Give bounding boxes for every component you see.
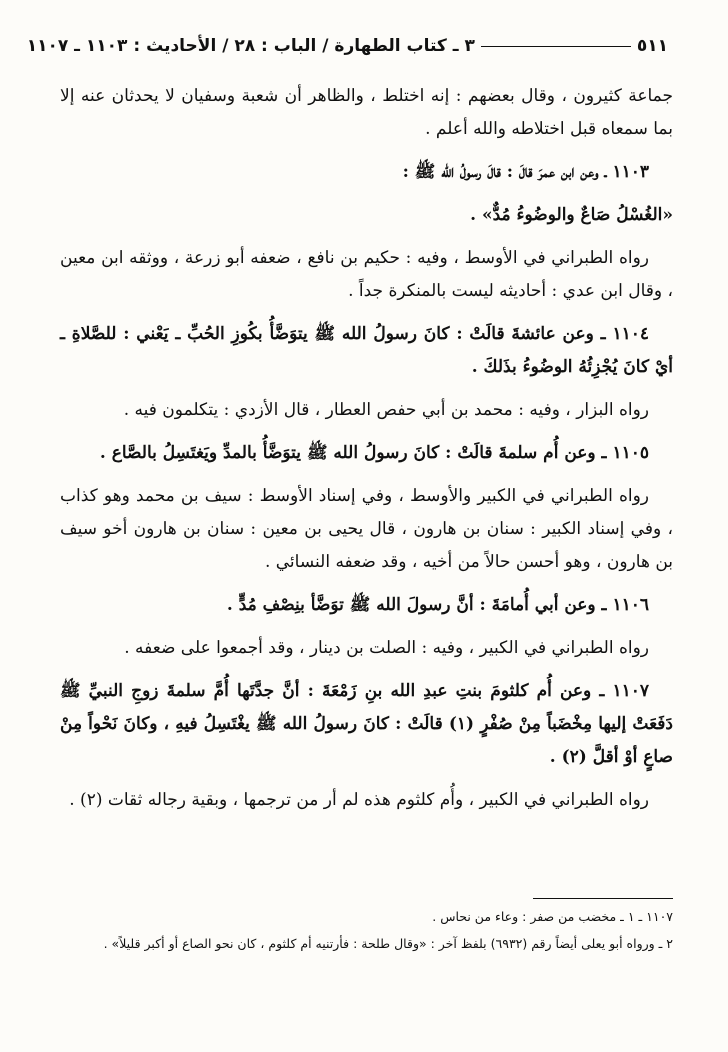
footnote-1: ١١٠٧ ـ ١ ـ مخضب من صفر : وعاء من نحاس . — [432, 909, 673, 924]
hadith-1106: ١١٠٦ ـ وعن أبي أُمامَةَ : أنَّ رسولَ الله ﷺ توَضَّأ بنِصْفِ مُدٍّ . — [226, 595, 649, 615]
hadith-1105: ١١٠٥ ـ وعن أُم سلمةَ قالَتْ : كانَ رسولُ الله ﷺ يتوَضَّأُ بالمدِّ ويَغتَسِلُ بالصَّاع . — [99, 443, 649, 463]
hadith-1104: ١١٠٤ ـ وعن عائشةَ قالَتْ : كانَ رسولُ الله ﷺ يتوَضَّأُ بكُوزِ الحُبِّ ـ يَعْني : للصَّلاةِ ـ أيْ كانَ يُجْزِئُهُ الوضُوءُ بذَلكَ . — [60, 324, 673, 377]
commentary-1104: رواه البزار ، وفيه : محمد بن أبي حفص العطار ، قال الأزدي : يتكلمون فيه . — [123, 400, 649, 420]
hadith-1103-heading: ١١٠٣ ـ وعن ابن عمرَ قالَ : قالَ رسولُ الله ﷺ : — [402, 162, 649, 182]
footnotes — [55, 905, 673, 959]
main-text — [60, 80, 673, 827]
commentary-1103: رواه الطبراني في الأوسط ، وفيه : حكيم بن نافع ، ضعفه أبو زرعة ، ووثقه ابن معين ، وقال ابن عدي : أحاديثه ليست بالمنكرة جداً . — [60, 248, 673, 301]
commentary-1105: رواه الطبراني في الكبير والأوسط ، وفي إسناد الأوسط : سيف بن محمد وهو كذاب ، وفي إسناد الكبير : سنان بن هارون ، قال يحيى بن معين : سنان بن هارون أخو سيف بن هارون ، وهو أحسن حالاً من أخيه ، وقد ضعفه النسائي . — [60, 486, 673, 572]
hadith-1107: ١١٠٧ ـ وعن أُم كلثومَ بنتِ عبدِ الله بنِ زَمْعَةَ : أنَّ جدَّتَها أُمَّ سلمةَ زوجِ النبيِّ ﷺ دَفَعَتْ إليها مِخْضَباً مِنْ صُفْرٍ (١) قالَتْ : كانَ رسولُ الله ﷺ يغْتَسِلُ فيهِ ، وكانَ نَحْواً مِنْ صاعٍ أوْ أقلَّ (٢) . — [60, 681, 674, 767]
footnote-divider — [533, 898, 673, 899]
commentary-1106: رواه الطبراني في الكبير ، وفيه : الصلت بن دينار ، وقد أجمعوا على ضعفه . — [124, 638, 649, 658]
header-rule — [481, 46, 631, 47]
page-number: ٥١١ — [636, 36, 668, 56]
hadith-1103-text: «الغُسْلُ صَاعٌ والوضُوءُ مُدٌّ» . — [470, 205, 673, 225]
page-header — [26, 36, 668, 56]
commentary-1107: رواه الطبراني في الكبير ، وأُم كلثوم هذه لم أر من ترجمها ، وبقية رجاله ثقات (٢) . — [69, 790, 649, 810]
footnote-2: ٢ ـ ورواه أبو يعلى أيضاً رقم (٦٩٣٢) بلفظ آخر : «وقال طلحة : فأرتنيه أم كلثوم ، كان نحو الصاع أو أكبر قليلاً» . — [103, 936, 673, 951]
paragraph: جماعة كثيرون ، وقال بعضهم : إنه اختلط ، والظاهر أن شعبة وسفيان لا يحدثان عنه إلا بما سمعاه قبل اختلاطه والله أعلم . — [60, 86, 673, 139]
running-title: ٣ ـ كتاب الطهارة / الباب : ٢٨ / الأحاديث : ١١٠٣ ـ ١١٠٧ — [26, 36, 475, 56]
